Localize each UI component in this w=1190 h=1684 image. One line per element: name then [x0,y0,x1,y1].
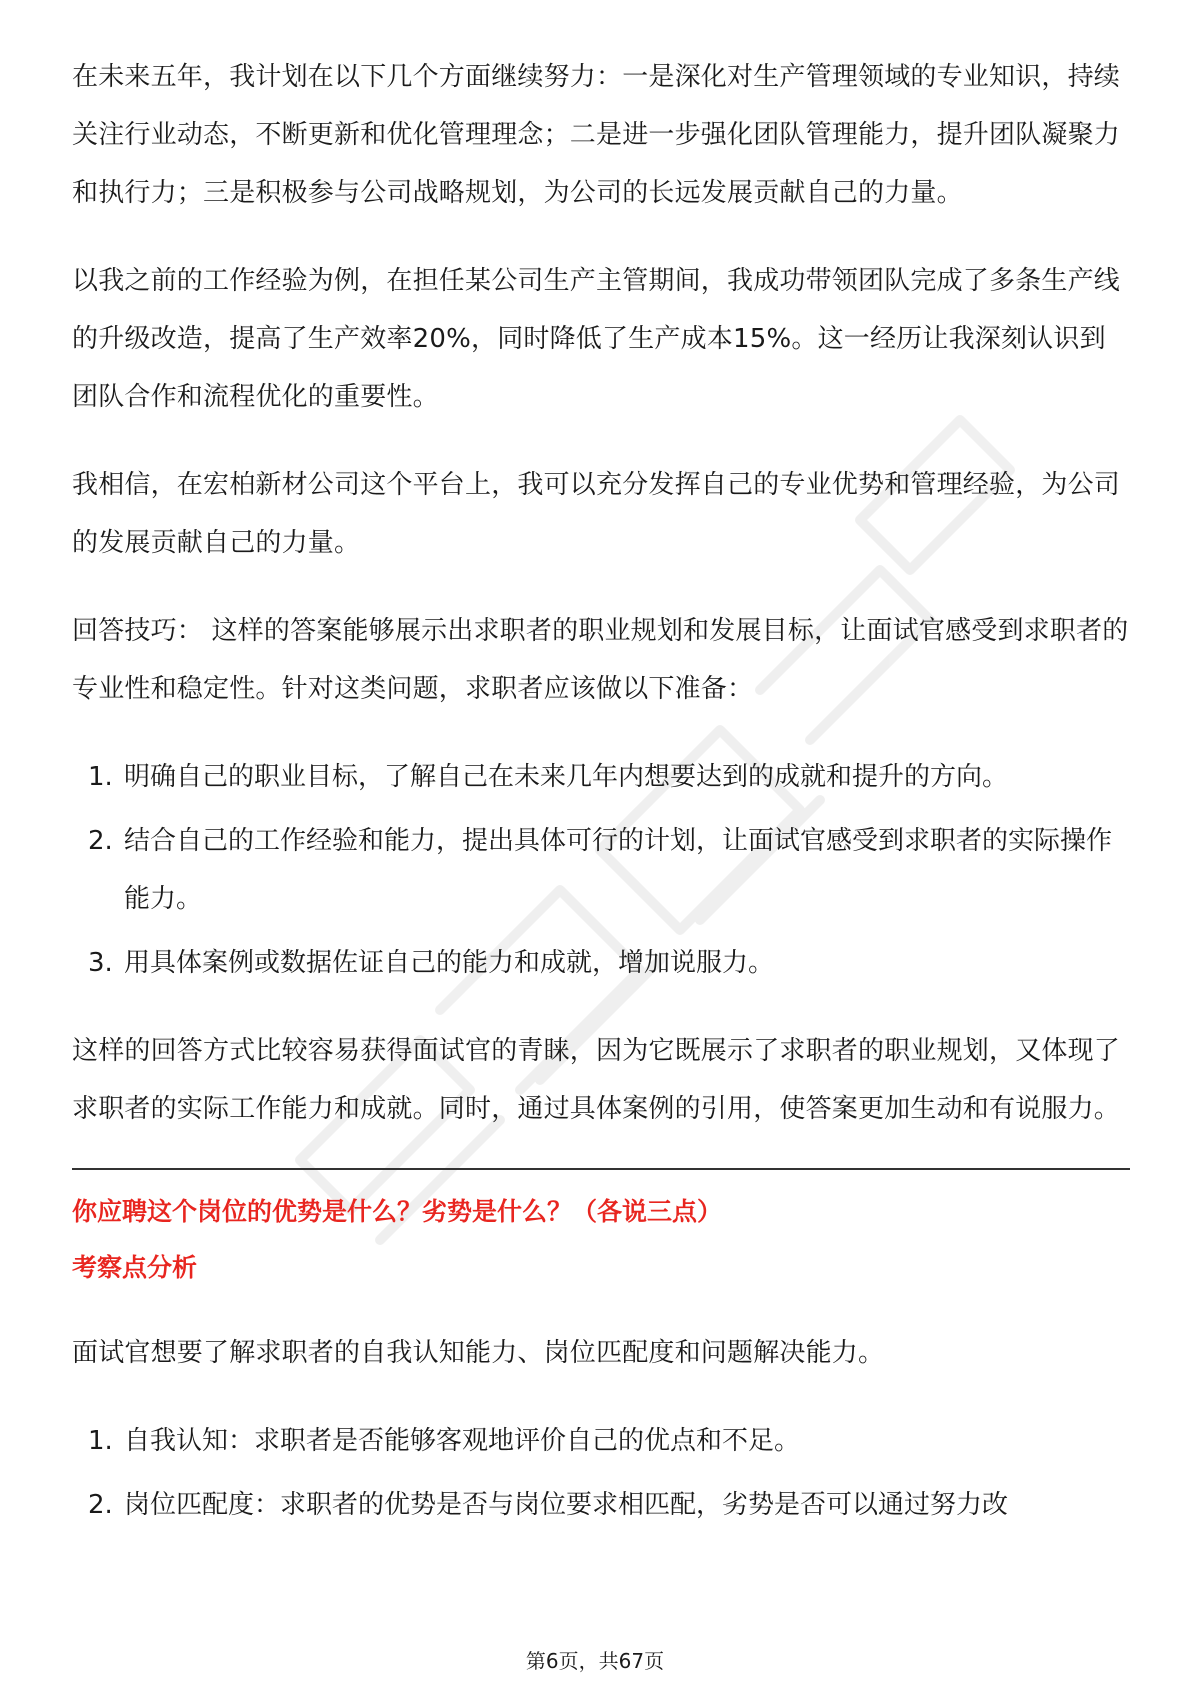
paragraph-answer-tips: 回答技巧： 这样的答案能够展示出求职者的职业规划和发展目标，让面试官感受到求职者的专业性和稳定性。针对这类问题，求职者应该做以下准备： [72,616,1129,704]
list-item-text: 用具体案例或数据佐证自己的能力和成就，增加说服力。 [124,948,775,978]
list-item [72,1476,1130,1534]
preparation-list [72,748,1130,992]
list-item [72,748,1130,806]
list-item-number: 1. [88,1426,113,1456]
list-item-text: 自我认知：求职者是否能够客观地评价自己的优点和不足。 [124,1426,801,1456]
paragraph-five-year-plan: 在未来五年，我计划在以下几个方面继续努力：一是深化对生产管理领域的专业知识，持续关注行业动态，不断更新和优化管理理念；二是进一步强化团队管理能力，提升团队凝聚力和执行力；三是积极参与公司战略规划，为公司的长远发展贡献自己的力量。 [72,62,1121,208]
paragraph-analysis-intro: 面试官想要了解求职者的自我认知能力、岗位匹配度和问题解决能力。 [72,1338,885,1368]
question-heading: 你应聘这个岗位的优势是什么？劣势是什么？（各说三点） [72,1197,723,1226]
list-item [72,812,1130,928]
list-item [72,934,1130,992]
list-item-number: 2. [88,826,113,856]
list-item [72,1412,1130,1470]
paragraph-work-experience: 以我之前的工作经验为例，在担任某公司生产主管期间，我成功带领团队完成了多条生产线的升级改造，提高了生产效率20%，同时降低了生产成本15%。这一经历让我深刻认识到团队合作和流程优化的重要性。 [72,266,1121,412]
list-item-text: 岗位匹配度：求职者的优势是否与岗位要求相匹配，劣势是否可以通过努力改 [124,1490,1009,1520]
analysis-heading: 考察点分析 [72,1253,198,1282]
document-page [72,48,1130,1564]
paragraph-summary: 这样的回答方式比较容易获得面试官的青睐，因为它既展示了求职者的职业规划，又体现了求职者的实际工作能力和成就。同时，通过具体案例的引用，使答案更加生动和有说服力。 [72,1036,1121,1124]
section-divider [72,1168,1130,1170]
list-item-text: 明确自己的职业目标，了解自己在未来几年内想要达到的成就和提升的方向。 [124,762,1009,792]
list-item-number: 3. [88,948,113,978]
list-item-number: 1. [88,762,113,792]
page-footer: 第6页，共67页 [525,1649,665,1673]
paragraph-company-belief: 我相信，在宏柏新材公司这个平台上，我可以充分发挥自己的专业优势和管理经验，为公司的发展贡献自己的力量。 [72,470,1121,558]
list-item-text: 结合自己的工作经验和能力，提出具体可行的计划，让面试官感受到求职者的实际操作能力。 [124,826,1113,914]
analysis-list [72,1412,1130,1534]
list-item-number: 2. [88,1490,113,1520]
